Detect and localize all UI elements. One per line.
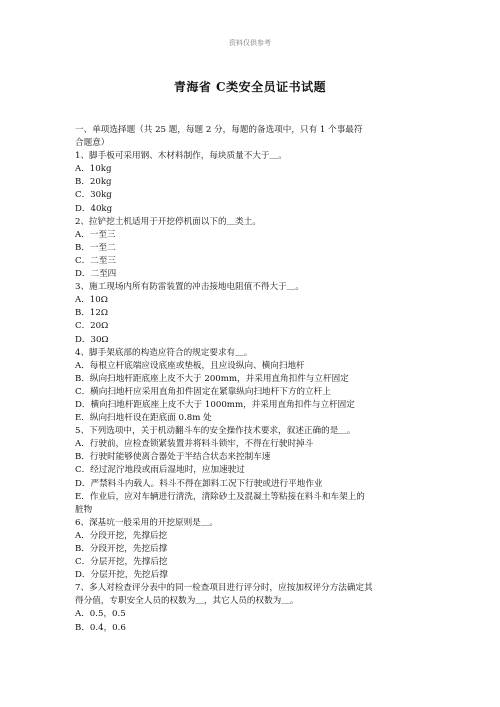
option-a: A．10kg — [75, 164, 112, 175]
question-stem: 5、下列选项中，关于机动翻斗车的安全操作技术要求，叙述正确的是＿。 — [75, 426, 356, 437]
option-b: B．一至二 — [75, 242, 116, 253]
question-stem: 4、脚手架底部的构造应符合的规定要求有＿。 — [75, 347, 253, 358]
question-stem: 6、深基坑一般采用的开挖原则是＿。 — [75, 517, 218, 528]
question-5 — [75, 425, 435, 517]
page-header-note: 资料仅供参考 — [229, 39, 271, 47]
option-a: A．10Ω — [75, 295, 108, 306]
question-stem: 2、拉铲挖土机适用于开挖停机面以下的＿类土。 — [75, 216, 261, 227]
question-6 — [75, 517, 435, 582]
option-d: D．分层开挖，先挖后撑 — [75, 570, 168, 581]
option-b: B．0.4，0.6 — [75, 622, 126, 633]
question-content — [75, 124, 435, 635]
question-7 — [75, 582, 435, 634]
option-b: B．纵向扫地杆距底座上皮不大于 200mm，并采用直角扣件与立杆固定 — [75, 373, 349, 384]
document-title: 青海省 C类安全员证书试题 — [173, 80, 327, 94]
option-d: D．横向扫地杆距底座上皮不大于 1000mm，并采用直角扣件与立杆固定 — [75, 399, 355, 410]
question-2 — [75, 216, 435, 281]
question-stem-continued: 得分值，专职安全人员的权数为＿，其它人员的权数为＿。 — [75, 596, 299, 607]
question-stem: 3、施工现场内所有防雷装置的冲击接地电阻值不得大于＿。 — [75, 282, 304, 293]
option-a: A．每根立杆底端应设底座或垫板，且应设纵向、横向扫地杆 — [75, 360, 305, 371]
option-b: B．20kg — [75, 177, 112, 188]
option-a: A．行驶前，应检查锁紧装置并将料斗锁牢，不得在行驶时掉斗 — [75, 439, 314, 450]
option-b: B．行驶时能够使离合器处于半结合状态来控制车速 — [75, 452, 271, 463]
option-b: B．分段开挖，先挖后撑 — [75, 544, 168, 554]
section-heading-line-2: 合题意） — [75, 138, 110, 149]
option-e: E．作业后，应对车辆进行清洗，清除砂土及混凝土等粘接在料斗和车架上的 — [75, 491, 365, 502]
option-d: D．30Ω — [75, 334, 109, 345]
section-heading-line-1: 一、单项选择题（共 25 题，每题 2 分，每题的备选项中，只有 1 个事最符 — [75, 125, 363, 135]
option-c: C．20Ω — [75, 321, 109, 332]
option-d: D．二至四 — [75, 269, 117, 280]
question-3 — [75, 281, 435, 346]
option-b: B．12Ω — [75, 308, 108, 319]
option-c: C．横向扫地杆应采用直角扣件固定在紧靠纵向扫地杆下方的立杆上 — [75, 386, 331, 397]
question-1 — [75, 150, 435, 215]
option-c: C．分层开挖，先撑后挖 — [75, 557, 168, 568]
option-d: D．40kg — [75, 203, 113, 214]
question-stem: 1、脚手板可采用钢、木材料制作，每块质量不大于＿。 — [75, 151, 287, 162]
option-e: E．纵向扫地杆设在距底面 0.8m 处 — [75, 413, 212, 424]
option-a: A．一至三 — [75, 229, 116, 240]
option-e-continued: 脏物 — [75, 504, 93, 515]
option-a: A．分段开挖，先撑后挖 — [75, 530, 168, 541]
option-c: C．经过泥泞地段或雨后湿地时，应加速驶过 — [75, 465, 245, 476]
option-c: C．30kg — [75, 190, 112, 201]
question-4 — [75, 347, 435, 426]
question-stem: 7、多人对检查评分表中的同一检查项目进行评分时，应按加权评分方法确定其 — [75, 583, 373, 594]
option-d: D．严禁料斗内载人。料斗不得在卸料工况下行驶或进行平地作业 — [75, 478, 323, 489]
option-c: C．二至三 — [75, 255, 116, 266]
option-a: A．0.5，0.5 — [75, 609, 126, 620]
